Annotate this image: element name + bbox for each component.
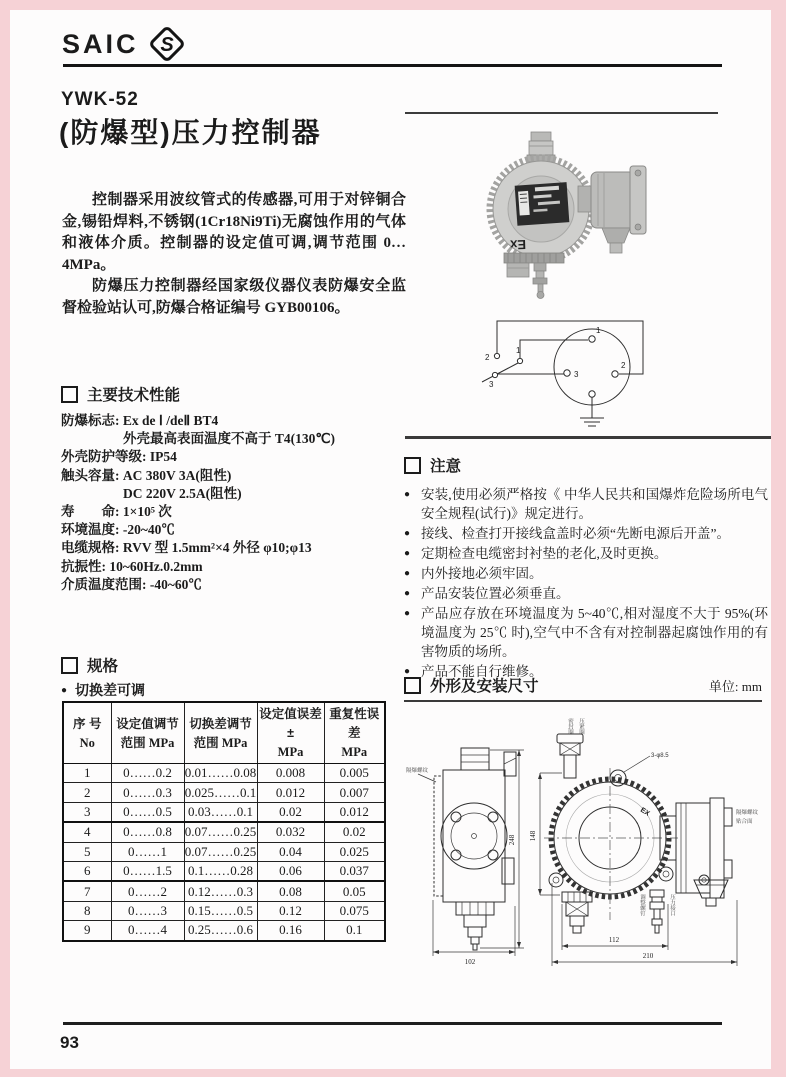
tech-line: 抗振性: 10~60Hz.0.2mm [61,558,203,574]
cell: 8 [63,901,111,920]
mating-surface-label-1: 隔爆螺纹 [736,810,759,816]
cell: 0.25……0.6 [184,921,257,941]
notice-item: ● 安装,使用必须严格按《 中华人民共和国爆炸危险场所电气安全规程(试行)》规定进行。 [404,485,768,523]
paper-sheet [10,10,771,1069]
cell: 0……0.8 [111,822,184,842]
cell: 0.075 [324,901,385,920]
notice-item: ● 定期检查电缆密封衬垫的老化,及时更换。 [404,544,768,563]
cell: 7 [63,881,111,901]
photo-bottom-fittings [504,253,564,299]
cell: 0.15……0.5 [184,901,257,920]
dims-heading [404,674,762,696]
right-column-rule [405,112,718,114]
tech-lines [61,412,413,594]
notice-item: ● 产品应存放在环境温度为 5~40℃,相对湿度不大于 95%(环境温度为 25℃ 时),空气中不含有对控制器起腐蚀作用的有害物质的场所。 [404,604,768,661]
cell: 0.12 [257,901,324,920]
brand-logo [62,24,187,64]
wiring-lines [482,321,643,426]
cell: 0.025……0.1 [184,783,257,802]
notice-heading [404,454,768,476]
cell: 0.1 [324,921,385,941]
cell: 0.01……0.08 [184,764,257,783]
dim-112: 112 [608,936,620,944]
cell: 0.12……0.3 [184,881,257,901]
cell: 1 [63,764,111,783]
dim-210: 210 [642,952,654,960]
tech-line: 外壳最高表面温度不高于 T4(130℃) [123,431,336,447]
intro-paragraph-2: 防爆压力控制器经国家级仪器仪表防爆安全监督检验站认可,防爆合格证编号 GYB00106。 [62,278,406,316]
cell: 0……4 [111,921,184,941]
tech-section [61,383,413,594]
cell: 0.02 [324,822,385,842]
table-row [63,921,385,941]
gland-label-1: 密封圈 [567,718,573,735]
cell: 0……2 [111,881,184,901]
bottom-label-1: 调整螺钉 [639,894,645,916]
tech-line: 环境温度: -20~40℃ [61,522,175,538]
cell: 0……0.3 [111,783,184,802]
spec-table-header-row [63,702,385,764]
dims-heading-label: 外形及安装尺寸 [430,678,539,695]
tech-line: 电缆规格: RVV 型 1.5mm²×4 外径 φ10;φ13 [61,540,312,556]
tech-line: DC 220V 2.5A(阻性) [123,485,242,501]
cell: 9 [63,921,111,941]
dims-unit-label: 单位: mm [708,678,762,694]
spec-heading [61,654,118,676]
dim-248: 248 [508,834,516,846]
table-row [63,802,385,822]
spec-table [62,701,386,942]
cell: 0.16 [257,921,324,941]
mating-surface-label-2: 贴合面 [736,819,753,825]
table-row [63,861,385,881]
photo-ex-mark: Ex [509,237,527,253]
spec-subheading: ● 切换差可调 [61,680,145,700]
cell: 0.03……0.1 [184,802,257,822]
cell: 0……0.2 [111,764,184,783]
cell: 2 [63,783,111,802]
bottom-label-2: 压力接口 [669,894,675,916]
tech-line: 寿 命: 1×10⁵ 次 [61,504,172,520]
cell: 0.005 [324,764,385,783]
intro-paragraphs [62,190,406,319]
cell: 0.08 [257,881,324,901]
cell: 0.012 [257,783,324,802]
col-header: 设定值调节 范围 MPa [111,702,184,764]
switch-terminal-2-label: 2 [485,353,490,362]
switch-terminal-3-label: 3 [489,380,494,389]
cell: 0.025 [324,842,385,861]
tech-line: 触头容量: AC 380V 3A(阻性) [61,467,232,483]
front-view [544,717,759,933]
product-title: (防爆型)压力控制器 [59,117,322,148]
notice-item: ● 内外接地必须牢固。 [404,564,768,583]
notice-section [404,454,768,682]
section-square-icon [61,657,78,674]
section-square-icon [404,677,421,694]
cell: 0.012 [324,802,385,822]
notice-list [404,485,768,681]
brand-diamond-icon [147,24,187,64]
cell: 5 [63,842,111,861]
dim-148: 148 [529,830,537,842]
cell: 0……1 [111,842,184,861]
col-header: 设定值误差± MPa [257,702,324,764]
header-rule [63,64,722,67]
brand-name: SAIC [62,28,139,59]
cell: 4 [63,822,111,842]
cell: 0.07……0.25 [184,822,257,842]
case-terminal-3-label: 3 [574,370,579,379]
cell: 0.037 [324,861,385,881]
dim-102: 102 [464,958,476,966]
table-row [63,901,385,920]
cell: 6 [63,861,111,881]
tech-heading-label: 主要技术性能 [87,387,181,404]
cell: 0.007 [324,783,385,802]
cell: 0.07……0.25 [184,842,257,861]
cell: 0.04 [257,842,324,861]
col-header: 序 号 No [63,702,111,764]
cell: 0……0.5 [111,802,184,822]
cell: 0.05 [324,881,385,901]
footer-rule [63,1022,722,1025]
cell: 0.032 [257,822,324,842]
intro-paragraph-1: 控制器采用波纹管式的传感器,可用于对锌铜合金,锡铅焊料,不锈钢(1Cr18Ni9Ti)无腐蚀作用的气体和液体介质。控制器的设定值可调,调节范围 0…4MPa。 [62,192,406,273]
table-row [63,842,385,861]
switch-terminal-1-label: 1 [516,346,521,355]
photo-nameplate [515,182,570,226]
spec-heading-label: 规格 [87,658,119,675]
col-header: 重复性误差 MPa [324,702,385,764]
table-row [63,881,385,901]
case-terminal-1-label: 1 [596,326,601,335]
dims-underline [404,700,762,702]
cell: 0……1.5 [111,861,184,881]
gland-label-2: 压紧圈 [578,718,584,735]
svg-text:S: S [159,34,174,56]
photo-main-body [490,158,592,260]
notice-item: ● 产品安装位置必须垂直。 [404,584,768,603]
col-header: 切换差调节 范围 MPa [184,702,257,764]
cell: 0……3 [111,901,184,920]
notice-item: ● 接线、检查打开接线盒盖时必须“先断电源后开盖”。 [404,524,768,543]
table-row [63,822,385,842]
tech-line: 介质温度范围: -40~60℃ [61,576,202,592]
cell: 0.02 [257,802,324,822]
cell: 0.06 [257,861,324,881]
photo-junction-box [578,166,646,253]
notice-heading-label: 注意 [430,458,462,475]
tech-heading [61,383,413,405]
cell: 3 [63,802,111,822]
model-number: YWK-52 [61,89,139,110]
table-row [63,764,385,783]
dimension-drawing [404,708,772,976]
page-number: 93 [60,1033,79,1052]
tech-line: 防爆标志: Ex de Ⅰ /deⅡ BT4 [61,413,219,428]
cell: 0.1……0.28 [184,861,257,881]
wiring-diagram [468,306,740,440]
case-terminal-2-label: 2 [621,361,626,370]
notice-divider [405,436,771,439]
section-square-icon [61,386,78,403]
product-photo [478,126,683,302]
side-view [406,748,516,950]
hole-callout: 3-φ8.5 [651,753,669,759]
ex-mark: EX [638,806,651,818]
table-row [63,783,385,802]
tech-line: 外壳防护等级: IP54 [61,449,177,465]
notice-item: ● 产品不能自行维修。 [404,662,768,681]
thread-label: 隔爆螺纹 [406,768,429,774]
cell: 0.008 [257,764,324,783]
